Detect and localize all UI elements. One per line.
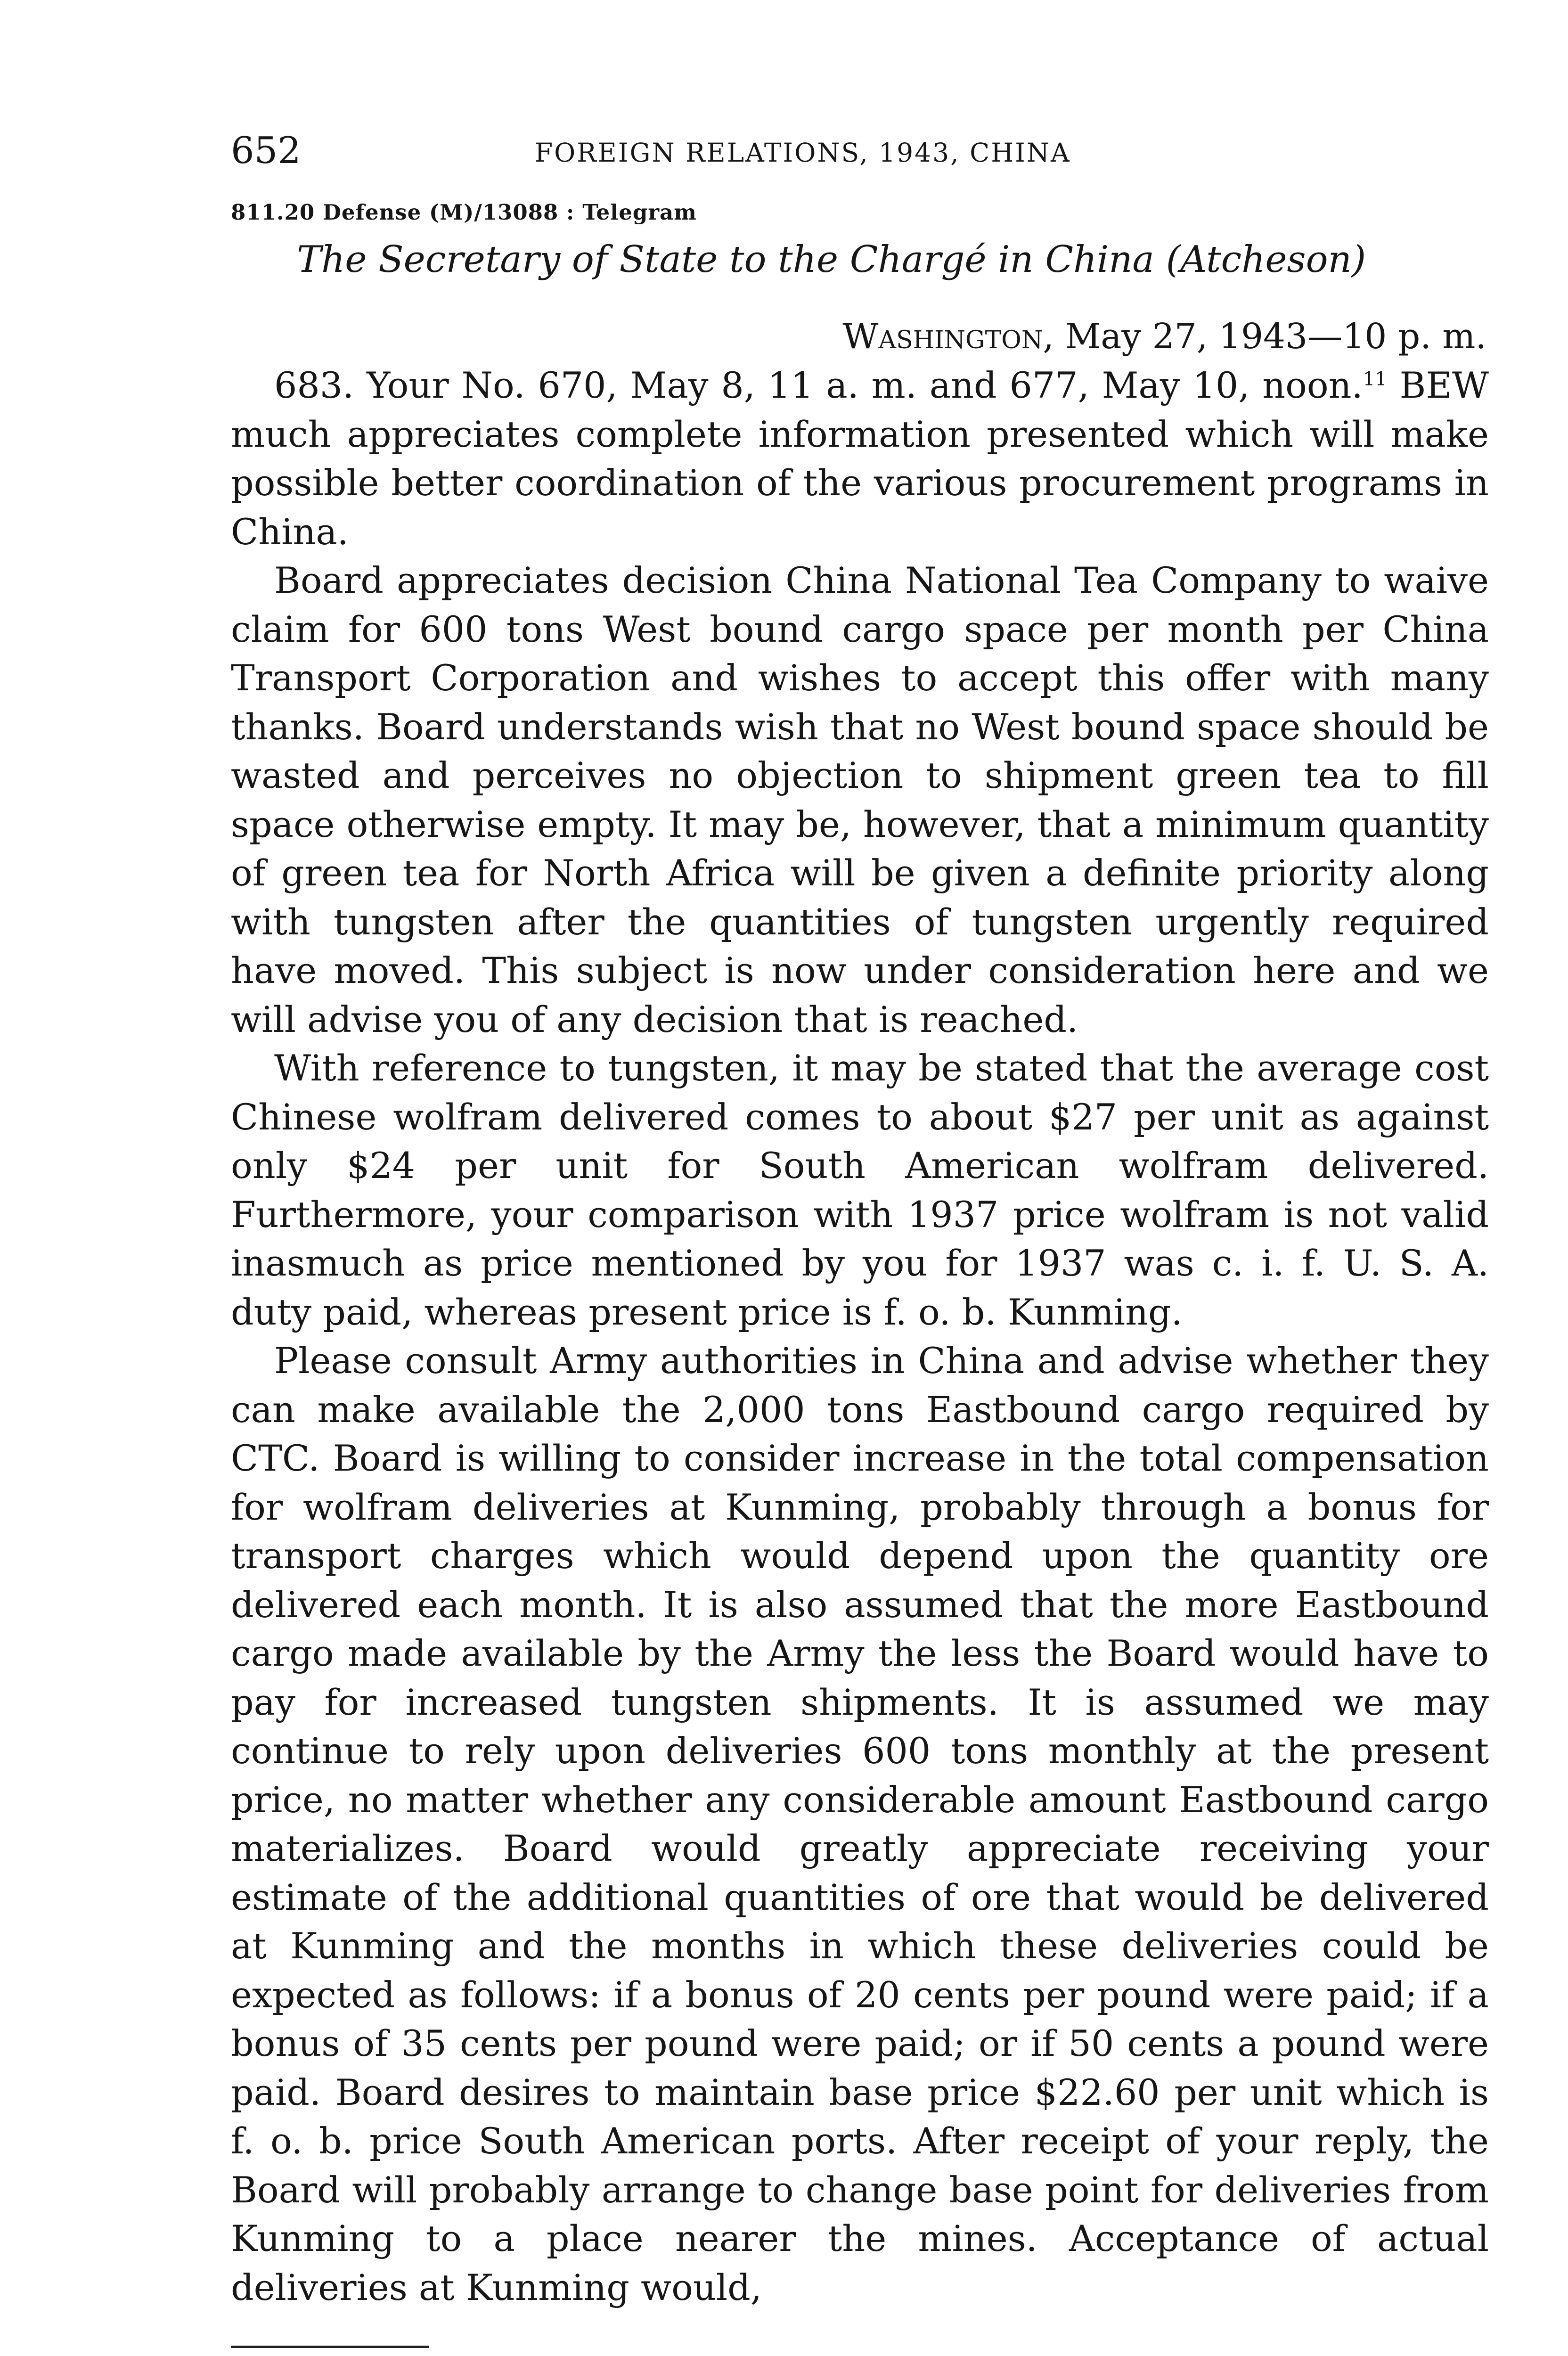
paragraph-3: With reference to tungsten, it may be stated that the average cost Chinese wolfram delivered comes to about $27 per unit as against only $24 per unit for South American wolfram delivered. Furthermore, your comparison with 1937 price wolfram is not valid inasmuch as price mentioned by you for 1937 was c. i. f. U. S. A. duty paid, whereas present price is f. o. b. Kunming. (231, 1047, 1489, 1333)
document-page (231, 127, 1489, 2312)
paragraph-1-rest: BEW much appreciates complete information presented which will make possible better coordination of the various procurement programs in China. (231, 364, 1489, 553)
paragraph-1-opening: 683. Your No. 670, May 8, 11 a. m. and 677, May 10, noon. (274, 364, 1363, 406)
telegram-body (231, 361, 1489, 2312)
paragraph-1 (231, 361, 1489, 556)
footnote-divider (231, 2346, 429, 2348)
paragraph-4: Please consult Army authorities in China and advise whether they can make available the 2,000 tons Eastbound cargo required by CTC. Board is willing to consider increase in the total compensation for wolfram deliveries at Kunming, probably through a bonus for transport charges which would depend upon the quantity ore delivered each month. It is also assumed that the more Eastbound cargo made available by the Army the less the Board would have to pay for increased tungsten shipments. It is assumed we may continue to rely upon deliveries 600 tons monthly at the present price, no matter whether any considerable amount Eastbound cargo materializes. Board would greatly appreciate receiving your estimate of the additional quantities of ore that would be delivered at Kunming and the months in which these deliveries could be expected as follows: if a bonus of 20 cents per pound were paid; if a bonus of 35 cents per pound were paid; or if 50 cents a pound were paid. Board desires to maintain base price $22.60 per unit which is f. o. b. price South American ports. After receipt of your reply, the Board will probably arrange to change base point for deliveries from Kunming to a place nearer the mines. Acceptance of actual deliveries at Kunming would, (231, 1340, 1489, 2308)
document-heading: The Secretary of State to the Chargé in China (Atcheson) (297, 238, 1366, 281)
running-title: FOREIGN RELATIONS, 1943, CHINA (535, 138, 1071, 168)
dateline (231, 312, 1489, 361)
running-head (231, 127, 1489, 179)
paragraph-2: Board appreciates decision China National Tea Company to waive claim for 600 tons West bound cargo space per month per China Transport Corporation and wishes to accept this offer with many thanks. Board understands wish that no West bound space should be wasted and perceives no objection to shipment green tea to fill space otherwise empty. It may be, however, that a minimum quantity of green tea for North Africa will be given a definite priority along with tungsten after the quantities of tungsten urgently required have moved. This subject is now under consideration here and we will advise you of any decision that is reached. (231, 559, 1489, 1040)
dateline-date: , May 27, 1943—10 p. m. (1043, 316, 1486, 357)
footnote-reference: 11 (1363, 368, 1387, 390)
file-reference: 811.20 Defense (M)/13088 : Telegram (231, 200, 697, 225)
page-number: 652 (231, 130, 301, 172)
dateline-place: Washington (842, 316, 1043, 357)
